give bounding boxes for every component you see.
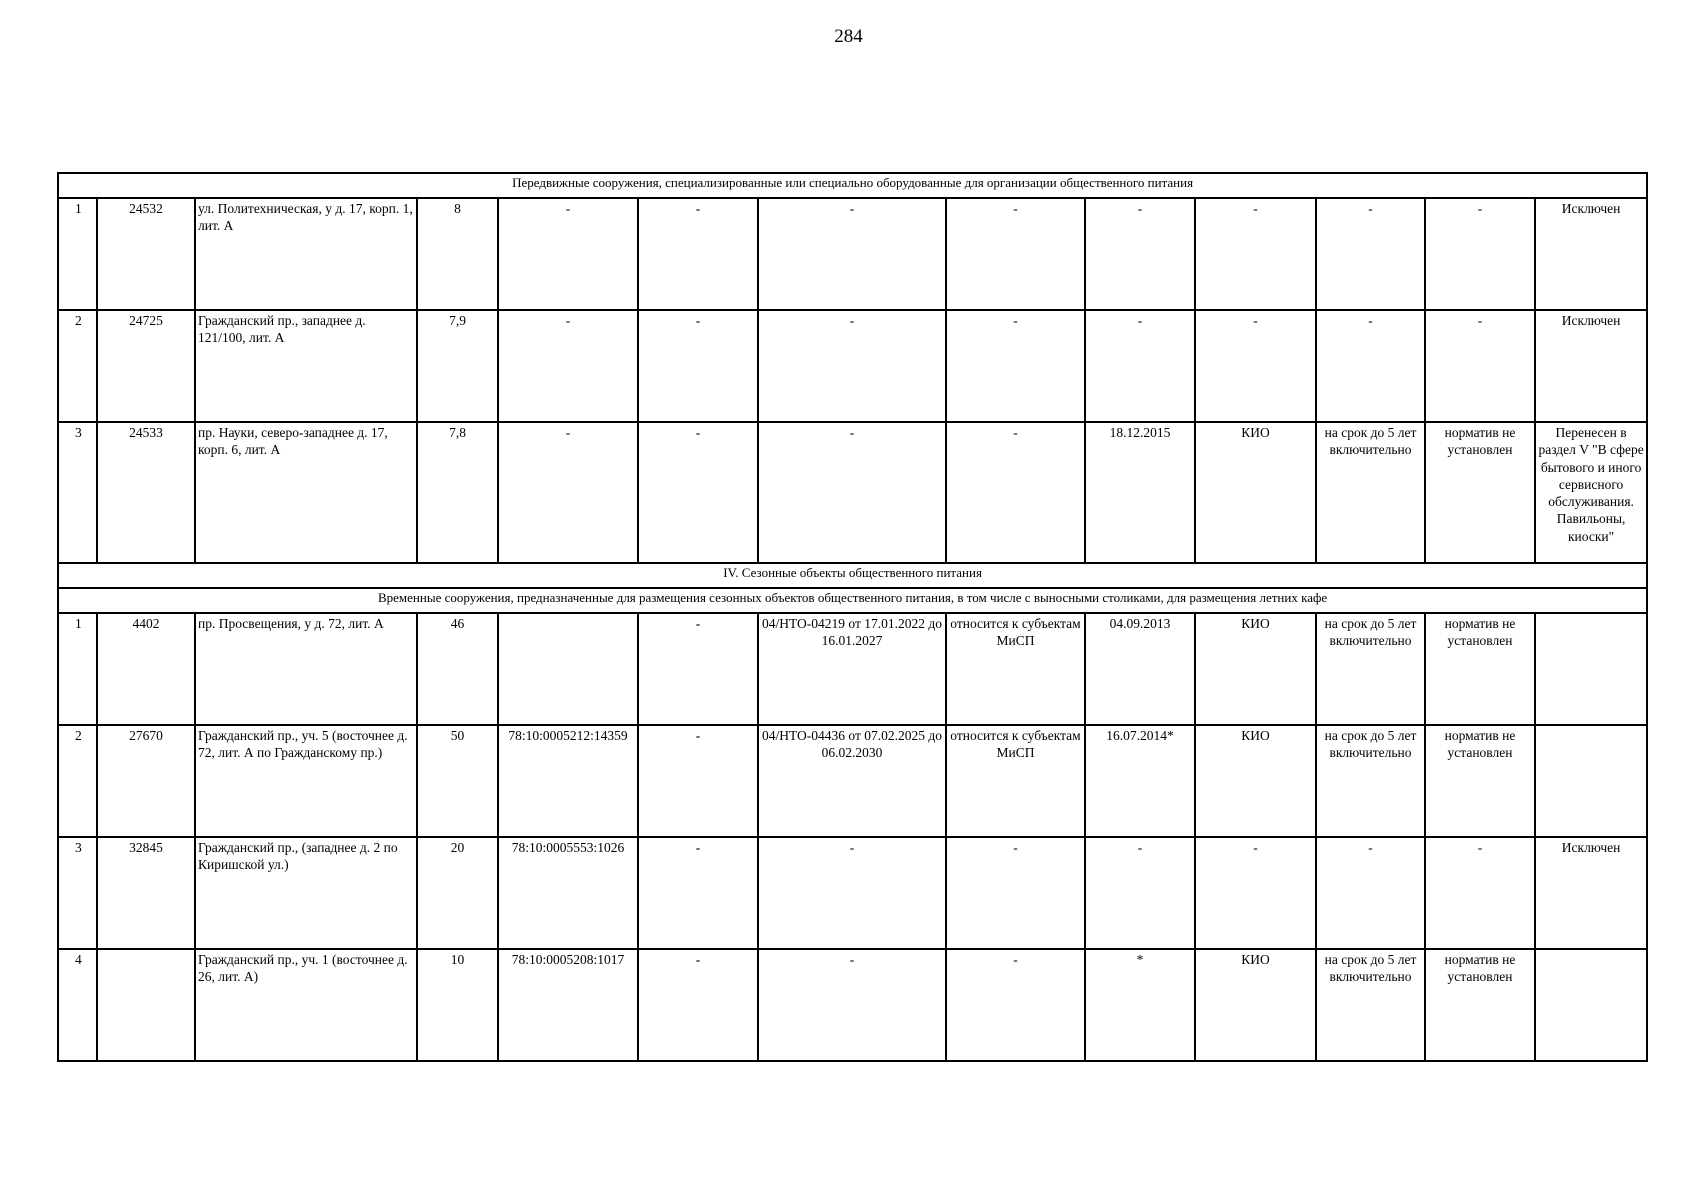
norm-status: норматив не установлен [1425,422,1535,563]
msp-status: относится к субъектам МиСП [946,725,1085,837]
cell-col6: - [638,310,758,422]
inclusion-date: * [1085,949,1195,1061]
msp-status: - [946,949,1085,1061]
section-row-seasonal-sub [58,588,1647,613]
placement-term: на срок до 5 лет включительно [1316,949,1425,1061]
responsible-body: - [1195,198,1316,310]
row-number: 1 [58,613,97,725]
cell-col6: - [638,837,758,949]
msp-status: относится к субъектам МиСП [946,613,1085,725]
msp-status: - [946,310,1085,422]
object-area: 10 [417,949,498,1061]
row-number: 1 [58,198,97,310]
object-area: 50 [417,725,498,837]
object-id: 27670 [97,725,195,837]
table-row [58,949,1647,1061]
contract-details: 04/НТО-04219 от 17.01.2022 до 16.01.2027 [758,613,946,725]
placement-term: на срок до 5 лет включительно [1316,422,1425,563]
norm-status: - [1425,837,1535,949]
table-row [58,613,1647,725]
row-number: 3 [58,837,97,949]
row-note [1535,949,1647,1061]
cell-col6: - [638,613,758,725]
norm-status: норматив не установлен [1425,949,1535,1061]
table-row [58,198,1647,310]
cell-col6: - [638,725,758,837]
row-number: 2 [58,310,97,422]
registry-table [57,172,1648,1062]
page-number: 284 [834,26,863,47]
object-id: 24725 [97,310,195,422]
contract-details: - [758,949,946,1061]
inclusion-date: - [1085,310,1195,422]
placement-term: - [1316,310,1425,422]
responsible-body: КИО [1195,725,1316,837]
placement-term: - [1316,837,1425,949]
inclusion-date: 16.07.2014* [1085,725,1195,837]
cadastral-number [498,613,638,725]
object-id: 4402 [97,613,195,725]
object-id: 24532 [97,198,195,310]
contract-details: - [758,837,946,949]
table-row [58,837,1647,949]
responsible-body: - [1195,837,1316,949]
section-heading: Передвижные сооружения, специализированные или специально оборудованные для организации общественного питания [58,173,1647,198]
object-area: 20 [417,837,498,949]
contract-details: - [758,198,946,310]
inclusion-date: - [1085,837,1195,949]
norm-status: норматив не установлен [1425,613,1535,725]
object-id [97,949,195,1061]
inclusion-date: 18.12.2015 [1085,422,1195,563]
placement-term: на срок до 5 лет включительно [1316,725,1425,837]
object-address: Гражданский пр., (западнее д. 2 по Киришской ул.) [195,837,417,949]
contract-details: - [758,310,946,422]
object-address: Гражданский пр., уч. 5 (восточнее д. 72, лит. А по Гражданскому пр.) [195,725,417,837]
table-row [58,422,1647,563]
inclusion-date: 04.09.2013 [1085,613,1195,725]
responsible-body: - [1195,310,1316,422]
row-note [1535,725,1647,837]
row-note: Исключен [1535,310,1647,422]
object-area: 7,9 [417,310,498,422]
row-note: Исключен [1535,198,1647,310]
object-id: 32845 [97,837,195,949]
placement-term: на срок до 5 лет включительно [1316,613,1425,725]
section-row-mobile [58,173,1647,198]
msp-status: - [946,837,1085,949]
row-note [1535,613,1647,725]
norm-status: норматив не установлен [1425,725,1535,837]
contract-details: 04/НТО-04436 от 07.02.2025 до 06.02.2030 [758,725,946,837]
responsible-body: КИО [1195,949,1316,1061]
object-address: Гражданский пр., западнее д. 121/100, лит. А [195,310,417,422]
norm-status: - [1425,310,1535,422]
cadastral-number: 78:10:0005212:14359 [498,725,638,837]
table-row [58,725,1647,837]
section-subheading: Временные сооружения, предназначенные для размещения сезонных объектов общественного питания, в том числе с выносными столиками, для размещения летних кафе [58,588,1647,613]
object-address: Гражданский пр., уч. 1 (восточнее д. 26, лит. А) [195,949,417,1061]
table-row [58,310,1647,422]
placement-term: - [1316,198,1425,310]
cadastral-number: - [498,422,638,563]
cadastral-number: 78:10:0005208:1017 [498,949,638,1061]
contract-details: - [758,422,946,563]
object-address: пр. Просвещения, у д. 72, лит. А [195,613,417,725]
cell-col6: - [638,422,758,563]
cell-col6: - [638,949,758,1061]
cadastral-number: - [498,198,638,310]
cell-col6: - [638,198,758,310]
msp-status: - [946,198,1085,310]
msp-status: - [946,422,1085,563]
row-note: Перенесен в раздел V "В сфере бытового и иного сервисного обслуживания. Павильоны, киоски" [1535,422,1647,563]
norm-status: - [1425,198,1535,310]
object-id: 24533 [97,422,195,563]
inclusion-date: - [1085,198,1195,310]
responsible-body: КИО [1195,613,1316,725]
responsible-body: КИО [1195,422,1316,563]
section-row-seasonal [58,563,1647,588]
cadastral-number: - [498,310,638,422]
section-heading: IV. Сезонные объекты общественного питания [58,563,1647,588]
cadastral-number: 78:10:0005553:1026 [498,837,638,949]
object-address: пр. Науки, северо-западнее д. 17, корп. 6, лит. А [195,422,417,563]
row-number: 2 [58,725,97,837]
object-area: 7,8 [417,422,498,563]
object-address: ул. Политехническая, у д. 17, корп. 1, лит. А [195,198,417,310]
object-area: 8 [417,198,498,310]
row-note: Исключен [1535,837,1647,949]
object-area: 46 [417,613,498,725]
row-number: 3 [58,422,97,563]
row-number: 4 [58,949,97,1061]
